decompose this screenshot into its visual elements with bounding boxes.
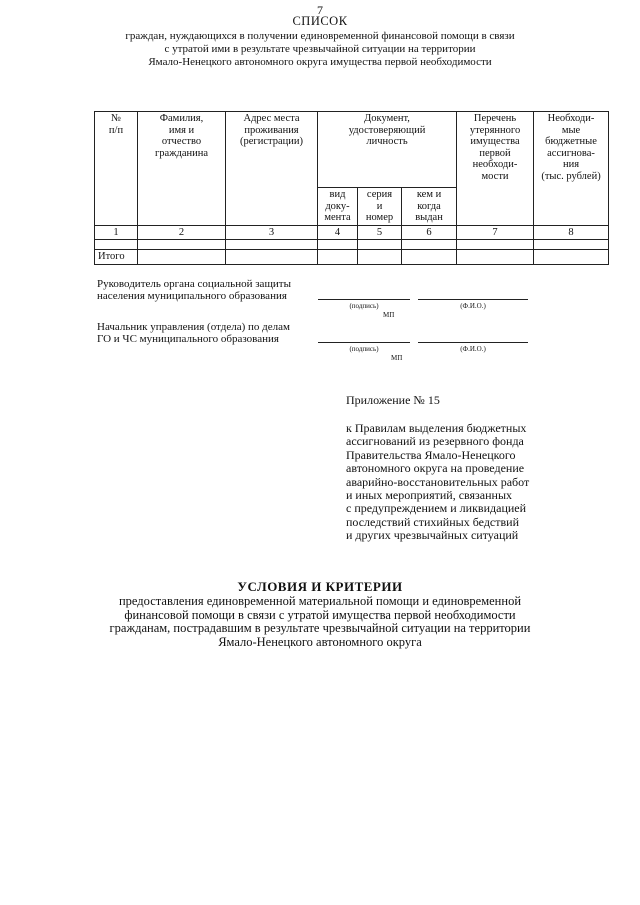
signature-2-sign-caption: (подпись): [349, 345, 379, 353]
signature-2-stamp: МП: [391, 354, 403, 362]
signature-1-sign-line: [318, 299, 410, 300]
header-document: Документ, удостоверяющий личность: [318, 112, 457, 188]
table-row-total: [95, 250, 609, 265]
table-row-empty: [95, 240, 609, 250]
header-name: Фамилия, имя и отчество гражданина: [138, 112, 226, 226]
conditions-title: УСЛОВИЯ И КРИТЕРИИ: [237, 579, 403, 594]
signature-1-name-caption: (Ф.И.О.): [460, 302, 486, 310]
column-number-1: 1: [95, 225, 138, 240]
header-lost-items: Перечень утерянного имущества первой необходи- мости: [457, 112, 534, 226]
signature-2-position: Начальник управления (отдела) по делам ГО и ЧС муниципального образования: [97, 321, 290, 345]
subheader-doc-series: серия и номер: [358, 188, 402, 226]
signature-1-position: Руководитель органа социальной защиты населения муниципального образования: [97, 278, 291, 302]
conditions-text: предоставления единовременной материальной помощи и единовременной финансовой помощи в связи с утратой имущества первой необходимости гражданам, пострадавшим в результате чрезвычайной ситуации на территории Ямало-Ненецкого автономного округа: [109, 594, 531, 649]
signature-2-name-caption: (Ф.И.О.): [460, 345, 486, 353]
column-number-6: 6: [402, 225, 457, 240]
signature-1-name-line: [418, 299, 528, 300]
list-subtitle-line-3: Ямало-Ненецкого автономного округа имущества первой необходимости: [148, 56, 492, 68]
list-subtitle-line-1: граждан, нуждающихся в получении единовременной финансовой помощи в связи: [125, 30, 515, 42]
citizens-table: [94, 111, 609, 265]
column-number-3: 3: [226, 225, 318, 240]
list-title: СПИСОК: [292, 14, 348, 28]
signature-2-name-line: [418, 342, 528, 343]
page-number: 7: [317, 3, 323, 17]
signature-2-sign-line: [318, 342, 410, 343]
list-subtitle-line-2: с утратой ими в результате чрезвычайной ситуации на территории: [164, 43, 476, 55]
signature-1-sign-caption: (подпись): [349, 302, 379, 310]
column-number-8: 8: [534, 225, 609, 240]
column-number-2: 2: [138, 225, 226, 240]
subheader-doc-issued: кем и когда выдан: [402, 188, 457, 226]
appendix-title: Приложение № 15: [346, 393, 440, 407]
header-budget: Необходи- мые бюджетные ассигнова- ния (тыс. рублей): [534, 112, 609, 226]
appendix-text: к Правилам выделения бюджетных ассигнований из резервного фонда Правительства Ямало-Ненецкого автономного округа на проведение аварийно-восстановительных работ и иных мероприятий, связанных с предупреждением и ликвидацией последствий стихийных бедствий и других чрезвычайных ситуаций: [346, 421, 530, 543]
total-label: Итого: [95, 250, 138, 265]
header-address: Адрес места проживания (регистрации): [226, 112, 318, 226]
signature-1-stamp: МП: [383, 311, 395, 319]
column-number-5: 5: [358, 225, 402, 240]
column-number-4: 4: [318, 225, 358, 240]
header-no: № п/п: [95, 112, 138, 226]
subheader-doc-type: вид доку- мента: [318, 188, 358, 226]
column-number-7: 7: [457, 225, 534, 240]
